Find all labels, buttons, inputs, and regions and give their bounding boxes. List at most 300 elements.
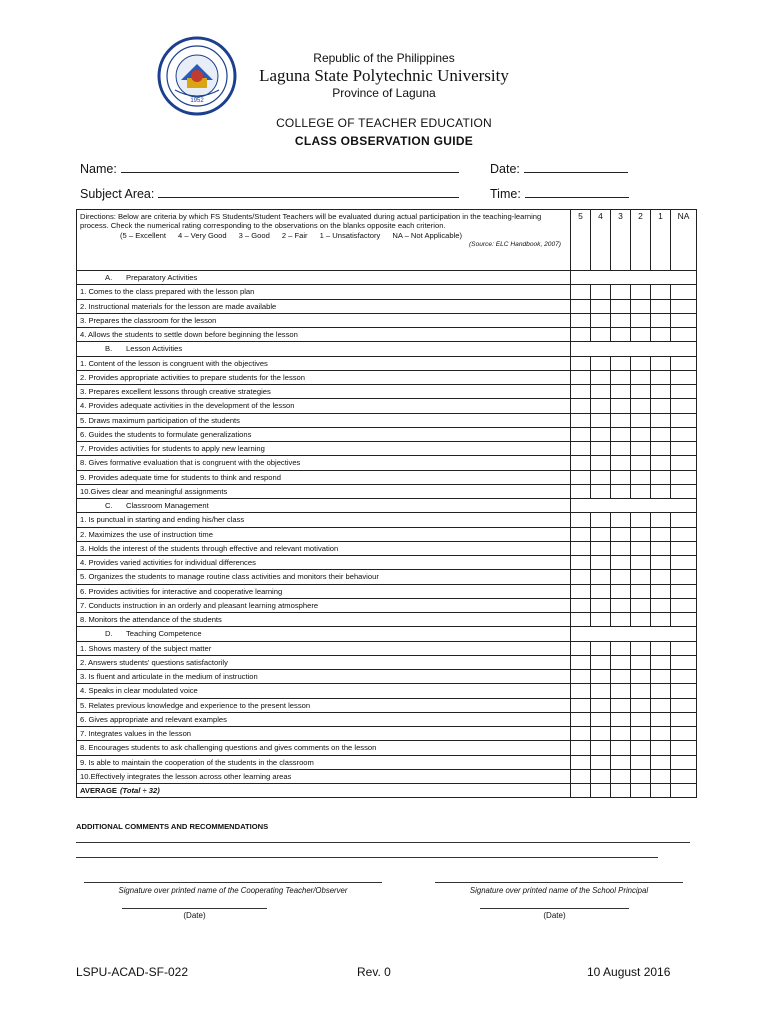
criterion-text: 2. Provides appropriate activities to prepare students for the lesson — [77, 370, 571, 384]
rating-checkbox[interactable] — [611, 584, 631, 598]
rating-checkbox[interactable] — [571, 470, 591, 484]
rating-checkbox[interactable] — [591, 427, 611, 441]
rating-checkbox[interactable] — [591, 399, 611, 413]
rating-checkbox[interactable] — [591, 613, 611, 627]
rating-checkbox[interactable] — [571, 427, 591, 441]
rating-checkbox[interactable] — [571, 541, 591, 555]
rating-checkbox[interactable] — [671, 584, 697, 598]
rating-checkbox[interactable] — [591, 541, 611, 555]
rating-checkbox[interactable] — [671, 684, 697, 698]
rating-checkbox[interactable] — [591, 641, 611, 655]
section-title — [77, 342, 571, 356]
criterion-row — [77, 427, 697, 441]
criterion-row — [77, 613, 697, 627]
rating-checkbox[interactable] — [651, 399, 671, 413]
criterion-text: 10.Gives clear and meaningful assignments — [77, 484, 571, 498]
rating-checkbox[interactable] — [651, 470, 671, 484]
rating-checkbox[interactable] — [611, 456, 631, 470]
rating-checkbox[interactable] — [591, 370, 611, 384]
section-letter: B. — [105, 344, 113, 354]
criterion-row — [77, 556, 697, 570]
subject-area-label: Subject Area: — [80, 187, 155, 201]
criterion-row — [77, 484, 697, 498]
rating-checkbox[interactable] — [611, 356, 631, 370]
rating-checkbox[interactable] — [631, 285, 651, 299]
criterion-text: 1. Comes to the class prepared with the lesson plan — [77, 285, 571, 299]
observer-signature-caption: Signature over printed name of the Cooperating Teacher/Observer — [118, 886, 348, 895]
rating-checkbox[interactable] — [571, 712, 591, 726]
rating-checkbox[interactable] — [571, 399, 591, 413]
rating-checkbox[interactable] — [571, 385, 591, 399]
section-letter: C. — [105, 501, 113, 511]
rating-checkbox[interactable] — [591, 670, 611, 684]
rating-checkbox[interactable] — [651, 670, 671, 684]
rating-checkbox[interactable] — [651, 313, 671, 327]
rating-checkbox[interactable] — [571, 698, 591, 712]
rating-checkbox[interactable] — [631, 769, 651, 783]
rating-checkbox[interactable] — [651, 541, 671, 555]
rating-checkbox[interactable] — [591, 784, 611, 798]
criterion-text: 2. Maximizes the use of instruction time — [77, 527, 571, 541]
rating-checkbox[interactable] — [591, 556, 611, 570]
comment-line[interactable] — [76, 857, 658, 858]
source-note: (Source: ELC Handbook, 2007) — [468, 241, 561, 249]
rating-checkbox[interactable] — [671, 755, 697, 769]
rating-column-header: 4 — [591, 210, 611, 271]
rating-checkbox[interactable] — [631, 784, 651, 798]
rating-checkbox[interactable] — [591, 741, 611, 755]
section-header-row — [77, 271, 697, 285]
rating-checkbox[interactable] — [591, 470, 611, 484]
rating-checkbox[interactable] — [651, 684, 671, 698]
rating-checkbox[interactable] — [671, 613, 697, 627]
rating-checkbox[interactable] — [631, 456, 651, 470]
rating-checkbox[interactable] — [611, 328, 631, 342]
rating-checkbox[interactable] — [571, 556, 591, 570]
criterion-text: 7. Integrates values in the lesson — [77, 727, 571, 741]
rating-checkbox[interactable] — [571, 370, 591, 384]
rating-checkbox[interactable] — [631, 698, 651, 712]
rating-checkbox[interactable] — [631, 370, 651, 384]
rating-checkbox[interactable] — [671, 328, 697, 342]
criterion-row — [77, 641, 697, 655]
rating-checkbox[interactable] — [651, 427, 671, 441]
rating-checkbox[interactable] — [651, 370, 671, 384]
rating-checkbox[interactable] — [611, 727, 631, 741]
revision-number: Rev. 0 — [357, 965, 391, 979]
rating-checkbox[interactable] — [571, 456, 591, 470]
rating-checkbox[interactable] — [611, 741, 631, 755]
rating-scale-item: 2 – Fair — [281, 230, 308, 240]
rating-checkbox[interactable] — [671, 299, 697, 313]
rating-checkbox[interactable] — [611, 684, 631, 698]
criterion-row — [77, 399, 697, 413]
rating-checkbox[interactable] — [591, 385, 611, 399]
rating-checkbox[interactable] — [591, 456, 611, 470]
rating-checkbox[interactable] — [631, 399, 651, 413]
average-row — [77, 784, 697, 798]
rating-checkbox[interactable] — [611, 427, 631, 441]
rating-checkbox[interactable] — [651, 741, 671, 755]
section-rating-spacer — [571, 627, 697, 641]
rating-checkbox[interactable] — [591, 285, 611, 299]
criterion-row — [77, 570, 697, 584]
section-title — [77, 271, 571, 285]
criterion-text: 7. Conducts instruction in an orderly and pleasant learning atmosphere — [77, 598, 571, 612]
criterion-row — [77, 470, 697, 484]
rating-checkbox[interactable] — [671, 769, 697, 783]
rating-checkbox[interactable] — [631, 484, 651, 498]
rating-checkbox[interactable] — [571, 727, 591, 741]
subject-area-field — [80, 186, 459, 201]
rating-checkbox[interactable] — [591, 769, 611, 783]
rating-checkbox[interactable] — [671, 413, 697, 427]
rating-checkbox[interactable] — [611, 442, 631, 456]
rating-column-header: 5 — [571, 210, 591, 271]
rating-checkbox[interactable] — [671, 598, 697, 612]
rating-checkbox[interactable] — [651, 712, 671, 726]
rating-checkbox[interactable] — [671, 741, 697, 755]
rating-checkbox[interactable] — [671, 427, 697, 441]
rating-checkbox[interactable] — [671, 784, 697, 798]
rating-checkbox[interactable] — [591, 755, 611, 769]
rating-checkbox[interactable] — [591, 328, 611, 342]
rating-scale-item: 4 – Very Good — [178, 230, 227, 240]
criterion-text: 8. Gives formative evaluation that is congruent with the objectives — [77, 456, 571, 470]
rating-checkbox[interactable] — [611, 769, 631, 783]
rating-checkbox[interactable] — [591, 598, 611, 612]
rating-checkbox[interactable] — [631, 613, 651, 627]
rating-checkbox[interactable] — [611, 712, 631, 726]
rating-checkbox[interactable] — [671, 556, 697, 570]
rating-checkbox[interactable] — [611, 413, 631, 427]
rating-checkbox[interactable] — [671, 399, 697, 413]
criterion-row — [77, 712, 697, 726]
rating-checkbox[interactable] — [631, 541, 651, 555]
rating-checkbox[interactable] — [671, 442, 697, 456]
form-date: 10 August 2016 — [587, 965, 671, 979]
rating-checkbox[interactable] — [651, 570, 671, 584]
rating-scale-item: NA – Not Applicable) — [392, 230, 463, 240]
section-letter: A. — [105, 273, 113, 283]
rating-checkbox[interactable] — [611, 385, 631, 399]
rating-checkbox[interactable] — [651, 328, 671, 342]
rating-checkbox[interactable] — [631, 598, 651, 612]
rating-checkbox[interactable] — [631, 584, 651, 598]
section-title — [77, 627, 571, 641]
rating-checkbox[interactable] — [571, 769, 591, 783]
time-blank[interactable] — [525, 186, 629, 198]
rating-checkbox[interactable] — [571, 413, 591, 427]
rating-checkbox[interactable] — [671, 513, 697, 527]
criterion-row — [77, 413, 697, 427]
rating-column-header: 3 — [611, 210, 631, 271]
rating-checkbox[interactable] — [651, 285, 671, 299]
rating-checkbox[interactable] — [651, 755, 671, 769]
rating-checkbox[interactable] — [571, 598, 591, 612]
rating-checkbox[interactable] — [571, 613, 591, 627]
province-line: Province of Laguna — [332, 86, 436, 100]
section-title — [77, 499, 571, 513]
rating-checkbox[interactable] — [671, 655, 697, 669]
rating-checkbox[interactable] — [591, 313, 611, 327]
section-rating-spacer — [571, 271, 697, 285]
rating-checkbox[interactable] — [651, 299, 671, 313]
criterion-text: 1. Content of the lesson is congruent with the objectives — [77, 356, 571, 370]
rating-checkbox[interactable] — [591, 684, 611, 698]
rating-checkbox[interactable] — [651, 484, 671, 498]
rating-checkbox[interactable] — [651, 655, 671, 669]
rating-checkbox[interactable] — [611, 556, 631, 570]
rating-checkbox[interactable] — [571, 527, 591, 541]
rating-checkbox[interactable] — [611, 613, 631, 627]
rating-checkbox[interactable] — [611, 299, 631, 313]
rating-checkbox[interactable] — [671, 313, 697, 327]
rating-checkbox[interactable] — [611, 655, 631, 669]
principal-date-line[interactable] — [480, 908, 629, 909]
criterion-text: 4. Provides varied activities for individual differences — [77, 556, 571, 570]
rating-checkbox[interactable] — [591, 299, 611, 313]
rating-checkbox[interactable] — [651, 513, 671, 527]
criterion-row — [77, 670, 697, 684]
section-name: Preparatory Activities — [126, 273, 198, 283]
criterion-row — [77, 755, 697, 769]
rating-checkbox[interactable] — [611, 641, 631, 655]
rating-checkbox[interactable] — [611, 399, 631, 413]
rating-checkbox[interactable] — [591, 527, 611, 541]
criterion-row — [77, 313, 697, 327]
criterion-row — [77, 741, 697, 755]
rating-checkbox[interactable] — [671, 356, 697, 370]
rating-scale-item: (5 – Excellent — [120, 230, 167, 240]
rating-checkbox[interactable] — [591, 356, 611, 370]
rating-checkbox[interactable] — [631, 299, 651, 313]
rating-checkbox[interactable] — [671, 727, 697, 741]
rating-checkbox[interactable] — [591, 655, 611, 669]
rating-checkbox[interactable] — [611, 370, 631, 384]
rating-checkbox[interactable] — [631, 527, 651, 541]
rating-checkbox[interactable] — [591, 484, 611, 498]
rating-checkbox[interactable] — [631, 470, 651, 484]
rating-checkbox[interactable] — [651, 413, 671, 427]
republic-line: Republic of the Philippines — [313, 51, 455, 65]
rating-checkbox[interactable] — [671, 456, 697, 470]
rating-checkbox[interactable] — [631, 513, 651, 527]
observer-signature-line[interactable] — [84, 882, 382, 883]
rating-checkbox[interactable] — [671, 712, 697, 726]
rating-checkbox[interactable] — [571, 641, 591, 655]
rating-checkbox[interactable] — [651, 527, 671, 541]
criterion-row — [77, 285, 697, 299]
rating-checkbox[interactable] — [631, 712, 651, 726]
rating-checkbox[interactable] — [631, 556, 651, 570]
criterion-row — [77, 456, 697, 470]
rating-checkbox[interactable] — [571, 313, 591, 327]
criterion-text: 4. Speaks in clear modulated voice — [77, 684, 571, 698]
rating-checkbox[interactable] — [651, 385, 671, 399]
rating-checkbox[interactable] — [651, 613, 671, 627]
rating-checkbox[interactable] — [671, 385, 697, 399]
rating-checkbox[interactable] — [571, 513, 591, 527]
criterion-text: 4. Allows the students to settle down before beginning the lesson — [77, 328, 571, 342]
rating-checkbox[interactable] — [671, 570, 697, 584]
criterion-text: 5. Organizes the students to manage routine class activities and monitors their behaviour — [77, 570, 571, 584]
criterion-row — [77, 769, 697, 783]
rating-checkbox[interactable] — [611, 755, 631, 769]
average-formula: (Total ÷ 32) — [120, 786, 160, 796]
rating-checkbox[interactable] — [671, 527, 697, 541]
criterion-text: 6. Provides activities for interactive and cooperative learning — [77, 584, 571, 598]
rating-checkbox[interactable] — [631, 413, 651, 427]
rating-checkbox[interactable] — [631, 684, 651, 698]
svg-text:1952: 1952 — [190, 98, 204, 104]
rating-checkbox[interactable] — [651, 442, 671, 456]
rating-checkbox[interactable] — [611, 527, 631, 541]
criterion-text: 1. Shows mastery of the subject matter — [77, 641, 571, 655]
criterion-text: 2. Instructional materials for the lesson are made available — [77, 299, 571, 313]
rating-checkbox[interactable] — [651, 769, 671, 783]
principal-date-caption: (Date) — [543, 911, 566, 920]
rating-checkbox[interactable] — [611, 698, 631, 712]
principal-signature-caption: Signature over printed name of the School Principal — [469, 886, 649, 895]
rating-checkbox[interactable] — [571, 684, 591, 698]
rating-checkbox[interactable] — [651, 356, 671, 370]
section-rating-spacer — [571, 342, 697, 356]
name-field — [80, 161, 459, 176]
rating-checkbox[interactable] — [631, 755, 651, 769]
rating-checkbox[interactable] — [671, 641, 697, 655]
criterion-row — [77, 513, 697, 527]
rating-checkbox[interactable] — [571, 741, 591, 755]
section-name: Lesson Activities — [126, 344, 183, 354]
criterion-text: 6. Gives appropriate and relevant examples — [77, 712, 571, 726]
observation-table — [76, 209, 697, 798]
criterion-row — [77, 698, 697, 712]
observer-date-line[interactable] — [122, 908, 267, 909]
rating-checkbox[interactable] — [571, 584, 591, 598]
rating-checkbox[interactable] — [631, 570, 651, 584]
rating-checkbox[interactable] — [671, 670, 697, 684]
rating-checkbox[interactable] — [591, 442, 611, 456]
rating-checkbox[interactable] — [571, 328, 591, 342]
principal-signature-line[interactable] — [435, 882, 683, 883]
rating-checkbox[interactable] — [671, 470, 697, 484]
rating-checkbox[interactable] — [571, 670, 591, 684]
rating-checkbox[interactable] — [611, 541, 631, 555]
rating-checkbox[interactable] — [611, 513, 631, 527]
form-code: LSPU-ACAD-SF-022 — [76, 965, 189, 979]
criterion-row — [77, 356, 697, 370]
rating-checkbox[interactable] — [671, 370, 697, 384]
rating-checkbox[interactable] — [611, 784, 631, 798]
rating-checkbox[interactable] — [591, 413, 611, 427]
comment-line[interactable] — [76, 842, 690, 843]
criterion-text: 9. Provides adequate time for students to think and respond — [77, 470, 571, 484]
criterion-row — [77, 584, 697, 598]
criterion-text: 3. Prepares excellent lessons through creative strategies — [77, 385, 571, 399]
rating-checkbox[interactable] — [651, 584, 671, 598]
date-blank[interactable] — [524, 161, 628, 173]
time-label: Time: — [490, 187, 521, 201]
rating-checkbox[interactable] — [651, 598, 671, 612]
directions-cell — [77, 210, 571, 271]
rating-checkbox[interactable] — [571, 655, 591, 669]
rating-checkbox[interactable] — [571, 356, 591, 370]
rating-checkbox[interactable] — [631, 641, 651, 655]
name-blank[interactable] — [121, 161, 459, 173]
rating-checkbox[interactable] — [571, 285, 591, 299]
rating-checkbox[interactable] — [611, 285, 631, 299]
section-rating-spacer — [571, 499, 697, 513]
rating-checkbox[interactable] — [671, 285, 697, 299]
rating-scale-item: 3 – Good — [238, 230, 270, 240]
rating-checkbox[interactable] — [651, 456, 671, 470]
rating-checkbox[interactable] — [631, 670, 651, 684]
rating-checkbox[interactable] — [651, 727, 671, 741]
rating-checkbox[interactable] — [631, 328, 651, 342]
rating-column-header: 2 — [631, 210, 651, 271]
rating-checkbox[interactable] — [671, 698, 697, 712]
rating-checkbox[interactable] — [591, 570, 611, 584]
rating-checkbox[interactable] — [631, 442, 651, 456]
name-label: Name: — [80, 162, 117, 176]
rating-checkbox[interactable] — [651, 641, 671, 655]
rating-column-header: 1 — [651, 210, 671, 271]
rating-checkbox[interactable] — [631, 655, 651, 669]
subject-area-blank[interactable] — [158, 186, 459, 198]
rating-checkbox[interactable] — [651, 784, 671, 798]
criterion-row — [77, 385, 697, 399]
rating-checkbox[interactable] — [611, 484, 631, 498]
rating-checkbox[interactable] — [631, 385, 651, 399]
rating-checkbox[interactable] — [611, 313, 631, 327]
criterion-row — [77, 541, 697, 555]
rating-checkbox[interactable] — [631, 741, 651, 755]
rating-checkbox[interactable] — [611, 570, 631, 584]
rating-checkbox[interactable] — [671, 541, 697, 555]
rating-checkbox[interactable] — [631, 427, 651, 441]
rating-checkbox[interactable] — [591, 698, 611, 712]
rating-checkbox[interactable] — [651, 556, 671, 570]
criterion-text: 3. Prepares the classroom for the lesson — [77, 313, 571, 327]
section-letter: D. — [105, 629, 113, 639]
rating-checkbox[interactable] — [571, 484, 591, 498]
rating-checkbox[interactable] — [611, 470, 631, 484]
rating-checkbox[interactable] — [651, 698, 671, 712]
rating-checkbox[interactable] — [591, 584, 611, 598]
rating-checkbox[interactable] — [571, 442, 591, 456]
rating-checkbox[interactable] — [591, 712, 611, 726]
rating-checkbox[interactable] — [631, 727, 651, 741]
rating-checkbox[interactable] — [611, 598, 631, 612]
section-name: Teaching Competence — [126, 629, 202, 639]
comments-label: ADDITIONAL COMMENTS AND RECOMMENDATIONS — [76, 822, 269, 831]
rating-checkbox[interactable] — [591, 727, 611, 741]
date-field — [490, 161, 628, 176]
rating-checkbox[interactable] — [671, 484, 697, 498]
criterion-text: 3. Is fluent and articulate in the medium of instruction — [77, 670, 571, 684]
rating-checkbox[interactable] — [591, 513, 611, 527]
criterion-row — [77, 684, 697, 698]
rating-checkbox[interactable] — [571, 755, 591, 769]
rating-checkbox[interactable] — [571, 570, 591, 584]
rating-checkbox[interactable] — [631, 356, 651, 370]
rating-checkbox[interactable] — [631, 313, 651, 327]
rating-checkbox[interactable] — [571, 299, 591, 313]
directions-row — [77, 210, 697, 271]
rating-checkbox[interactable] — [571, 784, 591, 798]
rating-checkbox[interactable] — [611, 670, 631, 684]
